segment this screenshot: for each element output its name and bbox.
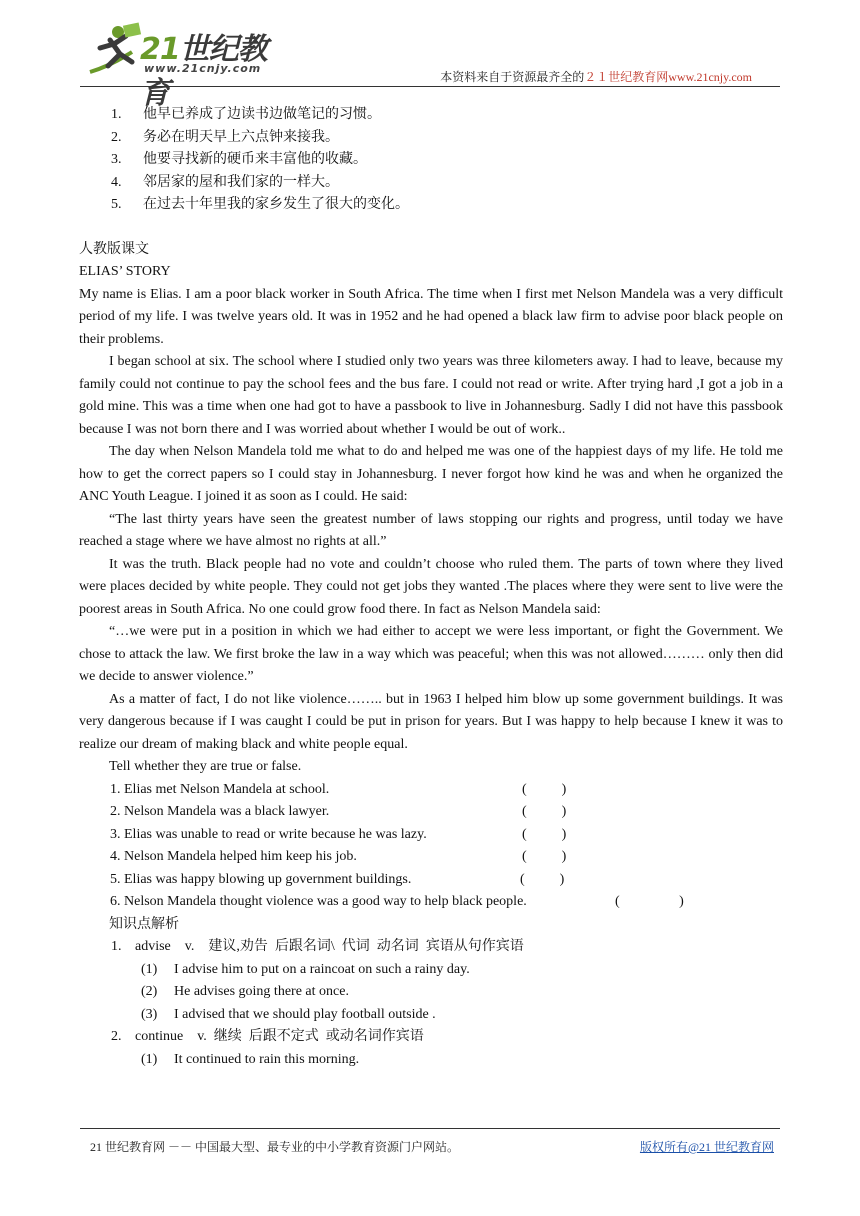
knowledge-item [79,1026,783,1049]
list-item [79,194,783,217]
header-note-prefix: 本资料来自于资源最齐全的 [440,70,585,84]
answer-blank[interactable]: ( ) [615,894,684,909]
knowledge-item [79,936,783,959]
answer-blank[interactable]: ( ) [522,781,567,797]
document-body [79,104,783,1071]
lesson-label: 人教版课文 [79,241,149,257]
header-note-site-link[interactable]: www.21cnjy.com [668,70,752,84]
site-logo[interactable] [80,22,290,111]
example-sentence [79,1049,783,1072]
list-item-number: 2. [111,129,122,145]
question-text: 2. Nelson Mandela was a black lawyer. [110,804,330,819]
footer-copyright-link[interactable]: 版权所有@21 世纪教育网 [639,1140,774,1154]
answer-blank[interactable]: ( ) [522,849,567,864]
lesson-title: ELIAS’ STORY [79,264,171,279]
true-false-instruction: Tell whether they are true or false. [109,759,302,774]
logo-brand-text: 21世纪教育 [140,32,267,111]
lesson-paragraph: “…we were put in a position in which we had either to accept we were less important, or fight the Government. We chose to attack the law. We first broke the law in a way which was peaceful; when this was not allowed……… only then did we decide to answer violence.” [79,624,783,684]
lesson-paragraph: It was the truth. Black people had no vote and couldn’t choose who ruled them. The parts of town where they lived were places decided by white people. They could not get jobs they wanted .The places where they were sent to live were the poorest areas in South Africa. No one could grow food there. In fact as Nelson Mandela said: [79,556,783,617]
header-note [440,68,752,85]
list-item [79,149,783,172]
knowledge-list [79,936,783,1071]
question-text: 1. Elias met Nelson Mandela at school. [110,781,330,797]
knowledge-item-number: 1. [111,939,122,954]
question-row [110,869,783,892]
footer-text: 21 世纪教育网 －－ 中国最大型、最专业的中小学教育资源门户网站。 [90,1140,460,1154]
lesson-paragraph: I began school at six. The school where I studied only two years was three kilometers away. I had to leave, because my family could not continue to pay the school fees and the bus fare. I could not read or write. After trying hard ,I got a job in a gold mine. This was a time when one had got to have a passbook to live in Johannesburg. Sadly I did not have this passbook because I was not born there and I was worried about whether I would be out of work.. [79,354,783,437]
example-sentence [79,981,783,1004]
list-item [79,172,783,195]
header-note-highlight: ２１世纪教育网 [584,70,669,84]
list-item-text: 他早已养成了边读书边做笔记的习惯。 [143,107,381,122]
footer-divider [80,1128,780,1129]
example-sentence [79,1004,783,1027]
knowledge-item-text: continue v. 继续 后跟不定式 或动名词作宾语 [135,1029,424,1044]
example-number: (2) [141,984,158,999]
example-text: I advise him to put on a raincoat on such a rainy day. [174,961,470,977]
lesson-paragraph: As a matter of fact, I do not like violence…….. but in 1963 I helped him blow up some government buildings. It was very dangerous because if I was caught I could be put in prison for years. But I was happy to help because I knew it was to realize our dream of making black and white people equal. [79,691,783,752]
example-text: I advised that we should play football outside . [174,1006,436,1022]
knowledge-item-text: advise v. 建议,劝告 后跟名词\ 代词 动名词 宾语从句作宾语 [135,939,524,954]
true-false-list [79,779,783,914]
question-text: 4. Nelson Mandela helped him keep his job. [110,849,357,864]
knowledge-item-number: 2. [111,1029,122,1044]
example-number: (1) [141,961,158,977]
translation-list [79,104,783,217]
list-item [79,127,783,150]
list-item-number: 1. [111,107,122,122]
list-item-text: 他要寻找新的硬币来丰富他的收藏。 [143,152,367,167]
knowledge-heading: 知识点解析 [109,916,179,932]
question-row [110,891,783,914]
list-item-number: 4. [111,174,122,190]
header-divider [80,86,780,87]
question-text: 3. Elias was unable to read or write because he was lazy. [110,826,427,842]
lesson-paragraph: My name is Elias. I am a poor black worker in South Africa. The time when I first met Nelson Mandela was a very difficult period of my life. I was twelve years old. It was in 1952 and he had opened a black law firm to advise poor black people on their problems. [79,286,783,347]
question-row [110,824,783,847]
list-item-text: 在过去十年里我的家乡发生了很大的变化。 [143,197,409,212]
runner-logo-icon [80,22,144,80]
question-row [110,801,783,824]
answer-blank[interactable]: ( ) [520,871,565,887]
lesson-text [79,284,783,757]
list-item [79,104,783,127]
list-item-text: 务必在明天早上六点钟来接我。 [143,129,339,145]
example-number: (1) [141,1051,158,1067]
list-item-number: 3. [111,152,122,167]
question-row [110,779,783,802]
question-text: 6. Nelson Mandela thought violence was a good way to help black people. [110,894,527,909]
list-item-number: 5. [111,197,122,212]
logo-url: www.21cnjy.com [144,62,262,75]
lesson-paragraph: The day when Nelson Mandela told me what to do and helped me was one of the happiest days of my life. He told me how to get the correct papers so I could stay in Johannesburg. I never forgot how kind he was and when he organized the ANC Youth League. I joined it as soon as I could. He said: [79,444,783,504]
example-number: (3) [141,1006,158,1022]
example-text: He advises going there at once. [174,984,349,999]
example-text: It continued to rain this morning. [174,1051,360,1067]
answer-blank[interactable]: ( ) [522,804,567,819]
answer-blank[interactable]: ( ) [522,826,567,842]
list-item-text: 邻居家的屋和我们家的一样大。 [143,174,339,190]
question-text: 5. Elias was happy blowing up government buildings. [110,871,412,887]
question-row [110,846,783,869]
lesson-paragraph: “The last thirty years have seen the greatest number of laws stopping our rights and progress, until today we have reached a stage where we have almost no rights at all.” [79,511,783,549]
example-sentence [79,959,783,982]
